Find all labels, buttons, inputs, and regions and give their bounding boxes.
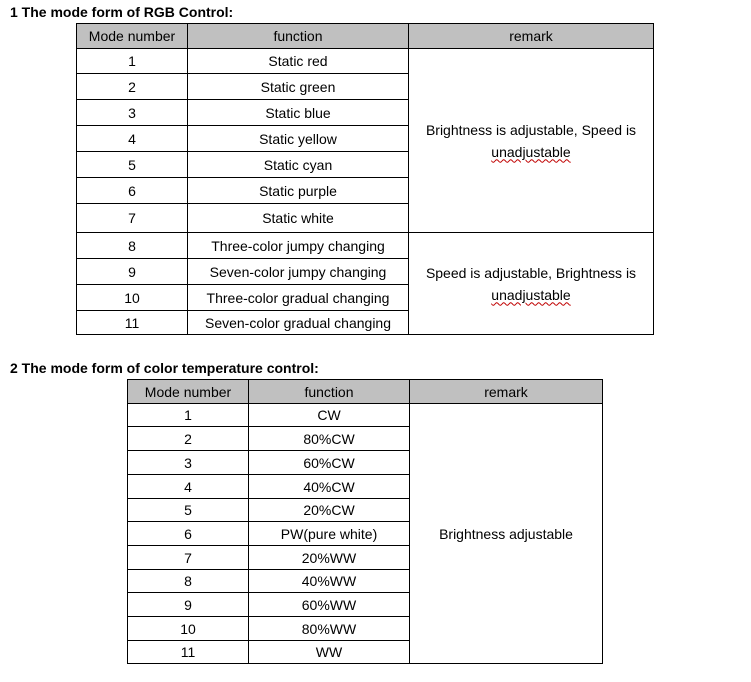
remark-text: Speed is adjustable, Brightness is	[425, 264, 637, 281]
mode-number-cell: 3	[77, 100, 188, 126]
spellcheck-flagged-word: unadjustable	[491, 286, 571, 303]
column-header-remark: remark	[409, 24, 654, 49]
table-header-row	[128, 380, 603, 404]
remark-cell-changing-modes	[409, 233, 654, 335]
remark-cell-static-modes	[409, 49, 654, 233]
mode-number-cell: 11	[128, 641, 249, 664]
column-header-function: function	[249, 380, 410, 404]
mode-number-cell: 3	[128, 451, 249, 475]
function-cell: Three-color jumpy changing	[188, 233, 409, 259]
function-cell: 40%CW	[249, 475, 410, 499]
function-cell: 40%WW	[249, 570, 410, 593]
table-row	[77, 233, 654, 259]
mode-number-cell: 6	[77, 178, 188, 204]
mode-number-cell: 2	[77, 74, 188, 100]
column-header-mode-number: Mode number	[128, 380, 249, 404]
color-temperature-mode-table	[127, 379, 603, 664]
function-cell: 20%CW	[249, 499, 410, 522]
function-cell: WW	[249, 641, 410, 664]
table-header-row	[77, 24, 654, 49]
mode-number-cell: 9	[77, 259, 188, 285]
mode-number-cell: 7	[77, 204, 188, 233]
mode-number-cell: 7	[128, 546, 249, 570]
function-cell: 80%WW	[249, 617, 410, 641]
function-cell: Static cyan	[188, 152, 409, 178]
rgb-mode-table	[76, 23, 654, 335]
mode-number-cell: 8	[77, 233, 188, 259]
function-cell: Static green	[188, 74, 409, 100]
table-row	[77, 49, 654, 74]
function-cell: PW(pure white)	[249, 522, 410, 546]
function-cell: CW	[249, 404, 410, 427]
table-row	[128, 404, 603, 427]
mode-number-cell: 9	[128, 593, 249, 617]
function-cell: Seven-color jumpy changing	[188, 259, 409, 285]
function-cell: Static yellow	[188, 126, 409, 152]
mode-number-cell: 5	[128, 499, 249, 522]
function-cell: Static blue	[188, 100, 409, 126]
color-temperature-heading: 2 The mode form of color temperature control:	[10, 360, 319, 376]
function-cell: 60%CW	[249, 451, 410, 475]
function-cell: Static purple	[188, 178, 409, 204]
column-header-remark: remark	[410, 380, 603, 404]
function-cell: Static red	[188, 49, 409, 74]
rgb-control-heading: 1 The mode form of RGB Control:	[10, 4, 234, 20]
function-cell: 60%WW	[249, 593, 410, 617]
mode-number-cell: 4	[128, 475, 249, 499]
column-header-function: function	[188, 24, 409, 49]
spellcheck-flagged-word: unadjustable	[491, 143, 571, 160]
mode-number-cell: 1	[128, 404, 249, 427]
mode-number-cell: 10	[77, 285, 188, 311]
function-cell: Three-color gradual changing	[188, 285, 409, 311]
function-cell: 20%WW	[249, 546, 410, 570]
mode-number-cell: 8	[128, 570, 249, 593]
function-cell: Static white	[188, 204, 409, 233]
mode-number-cell: 2	[128, 427, 249, 451]
mode-number-cell: 11	[77, 311, 188, 335]
column-header-mode-number: Mode number	[77, 24, 188, 49]
mode-number-cell: 4	[77, 126, 188, 152]
mode-number-cell: 6	[128, 522, 249, 546]
remark-cell: Brightness adjustable	[410, 404, 603, 664]
mode-number-cell: 5	[77, 152, 188, 178]
function-cell: Seven-color gradual changing	[188, 311, 409, 335]
function-cell: 80%CW	[249, 427, 410, 451]
mode-number-cell: 1	[77, 49, 188, 74]
remark-text: Brightness is adjustable, Speed is	[425, 121, 637, 138]
mode-number-cell: 10	[128, 617, 249, 641]
